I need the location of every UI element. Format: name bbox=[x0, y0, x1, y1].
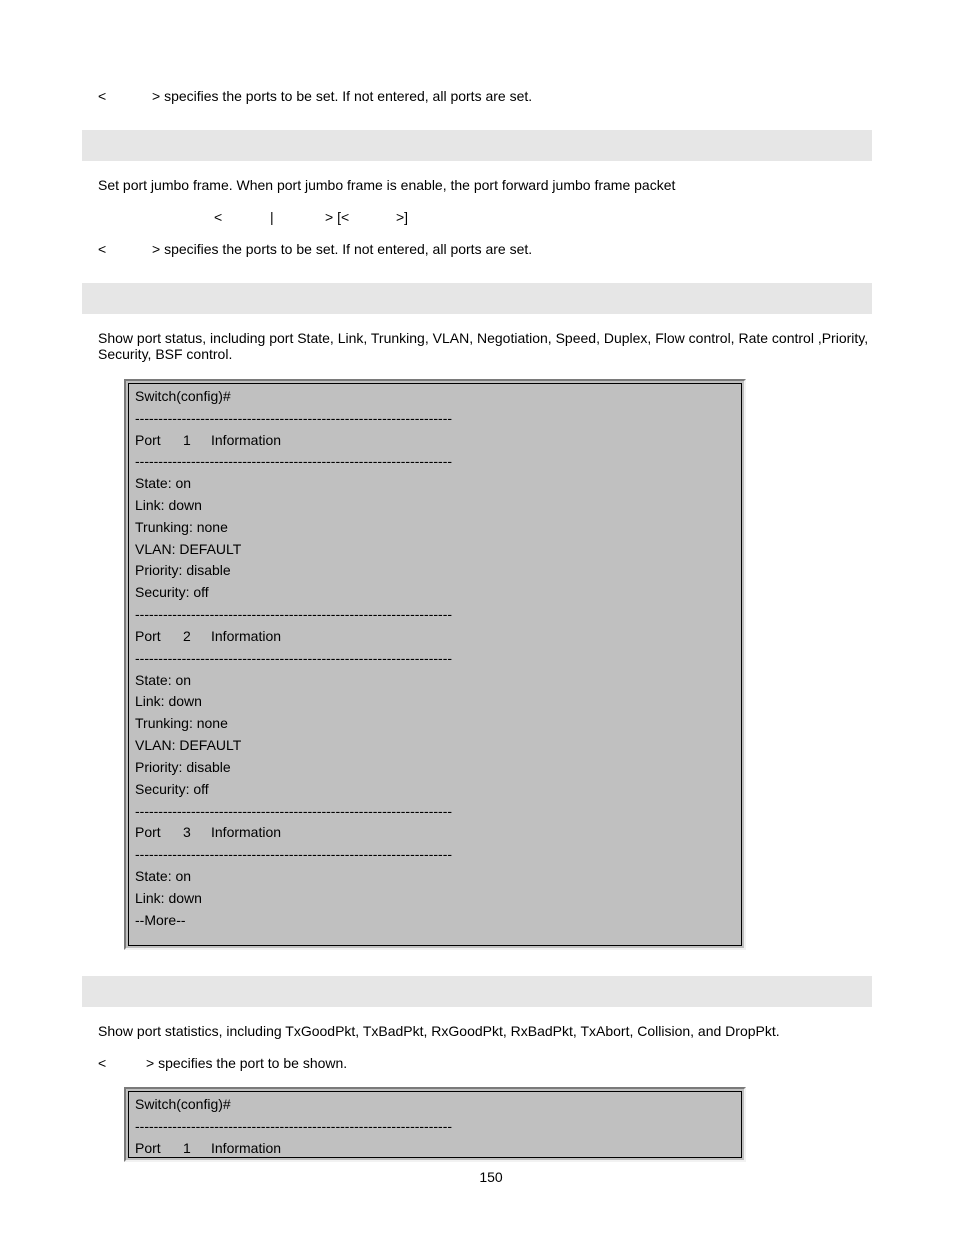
syntax-part-4: >] bbox=[396, 209, 409, 225]
port-field: Trunking: none bbox=[135, 715, 228, 731]
jumbo-ports-note-open: < bbox=[98, 241, 107, 257]
port-header-2 bbox=[135, 628, 281, 645]
terminal-separator: -------------------------------------------------------------------- bbox=[135, 1118, 453, 1134]
terminal-separator: -------------------------------------------------------------------- bbox=[135, 846, 453, 862]
statistics-port-note-open: < bbox=[98, 1055, 107, 1071]
section-heading-band bbox=[82, 130, 872, 161]
port-header-3 bbox=[135, 824, 281, 841]
terminal-prompt: Switch(config)# bbox=[135, 388, 231, 404]
port-field: Security: off bbox=[135, 584, 209, 600]
jumbo-description: Set port jumbo frame. When port jumbo frame is enable, the port forward jumbo frame packet bbox=[98, 177, 676, 193]
terminal-separator: -------------------------------------------------------------------- bbox=[135, 410, 453, 426]
port-field: Link: down bbox=[135, 693, 202, 709]
port-header-1 bbox=[135, 432, 281, 449]
terminal-separator: -------------------------------------------------------------------- bbox=[135, 453, 453, 469]
terminal-more-prompt: --More-- bbox=[135, 912, 186, 928]
port-field: Link: down bbox=[135, 890, 202, 906]
status-description-line2: Security, BSF control. bbox=[98, 346, 233, 362]
port-label: Port bbox=[135, 432, 161, 448]
section-heading-band bbox=[82, 283, 872, 314]
port-number: 1 bbox=[183, 432, 191, 448]
port-number: 2 bbox=[183, 628, 191, 644]
port-number: 3 bbox=[183, 824, 191, 840]
port-field: VLAN: DEFAULT bbox=[135, 737, 242, 753]
port-label: Port bbox=[135, 628, 161, 644]
port-field: Priority: disable bbox=[135, 759, 231, 775]
ports-note: > specifies the ports to be set. If not entered, all ports are set. bbox=[152, 88, 533, 104]
terminal-separator: -------------------------------------------------------------------- bbox=[135, 606, 453, 622]
port-number: 1 bbox=[183, 1140, 191, 1156]
ports-note-open: < bbox=[98, 88, 107, 104]
statistics-port-note: > specifies the port to be shown. bbox=[146, 1055, 348, 1071]
port-field: State: on bbox=[135, 672, 192, 688]
port-field: Link: down bbox=[135, 497, 202, 513]
section-heading-band bbox=[82, 976, 872, 1007]
port-header-1 bbox=[135, 1140, 281, 1157]
syntax-part-3: > [< bbox=[325, 209, 350, 225]
terminal-separator: -------------------------------------------------------------------- bbox=[135, 650, 453, 666]
port-info: Information bbox=[211, 1140, 282, 1156]
page-number: 150 bbox=[479, 1169, 503, 1185]
port-info: Information bbox=[211, 628, 282, 644]
port-label: Port bbox=[135, 1140, 161, 1156]
syntax-part-1: < bbox=[214, 209, 223, 225]
port-info: Information bbox=[211, 432, 282, 448]
port-label: Port bbox=[135, 824, 161, 840]
port-field: Trunking: none bbox=[135, 519, 228, 535]
port-field: VLAN: DEFAULT bbox=[135, 541, 242, 557]
port-info: Information bbox=[211, 824, 282, 840]
terminal-separator: -------------------------------------------------------------------- bbox=[135, 803, 453, 819]
port-field: State: on bbox=[135, 868, 192, 884]
statistics-description: Show port statistics, including TxGoodPkt, TxBadPkt, RxGoodPkt, RxBadPkt, TxAbort, Collision, and DropPkt. bbox=[98, 1023, 780, 1039]
port-field: Security: off bbox=[135, 781, 209, 797]
terminal-prompt: Switch(config)# bbox=[135, 1096, 231, 1112]
port-field: State: on bbox=[135, 475, 192, 491]
jumbo-ports-note: > specifies the ports to be set. If not entered, all ports are set. bbox=[152, 241, 533, 257]
status-description-line1: Show port status, including port State, Link, Trunking, VLAN, Negotiation, Speed, Duplex, Flow control, Rate control ,Priority, bbox=[98, 330, 869, 346]
syntax-part-2: | bbox=[270, 209, 274, 225]
port-field: Priority: disable bbox=[135, 562, 231, 578]
